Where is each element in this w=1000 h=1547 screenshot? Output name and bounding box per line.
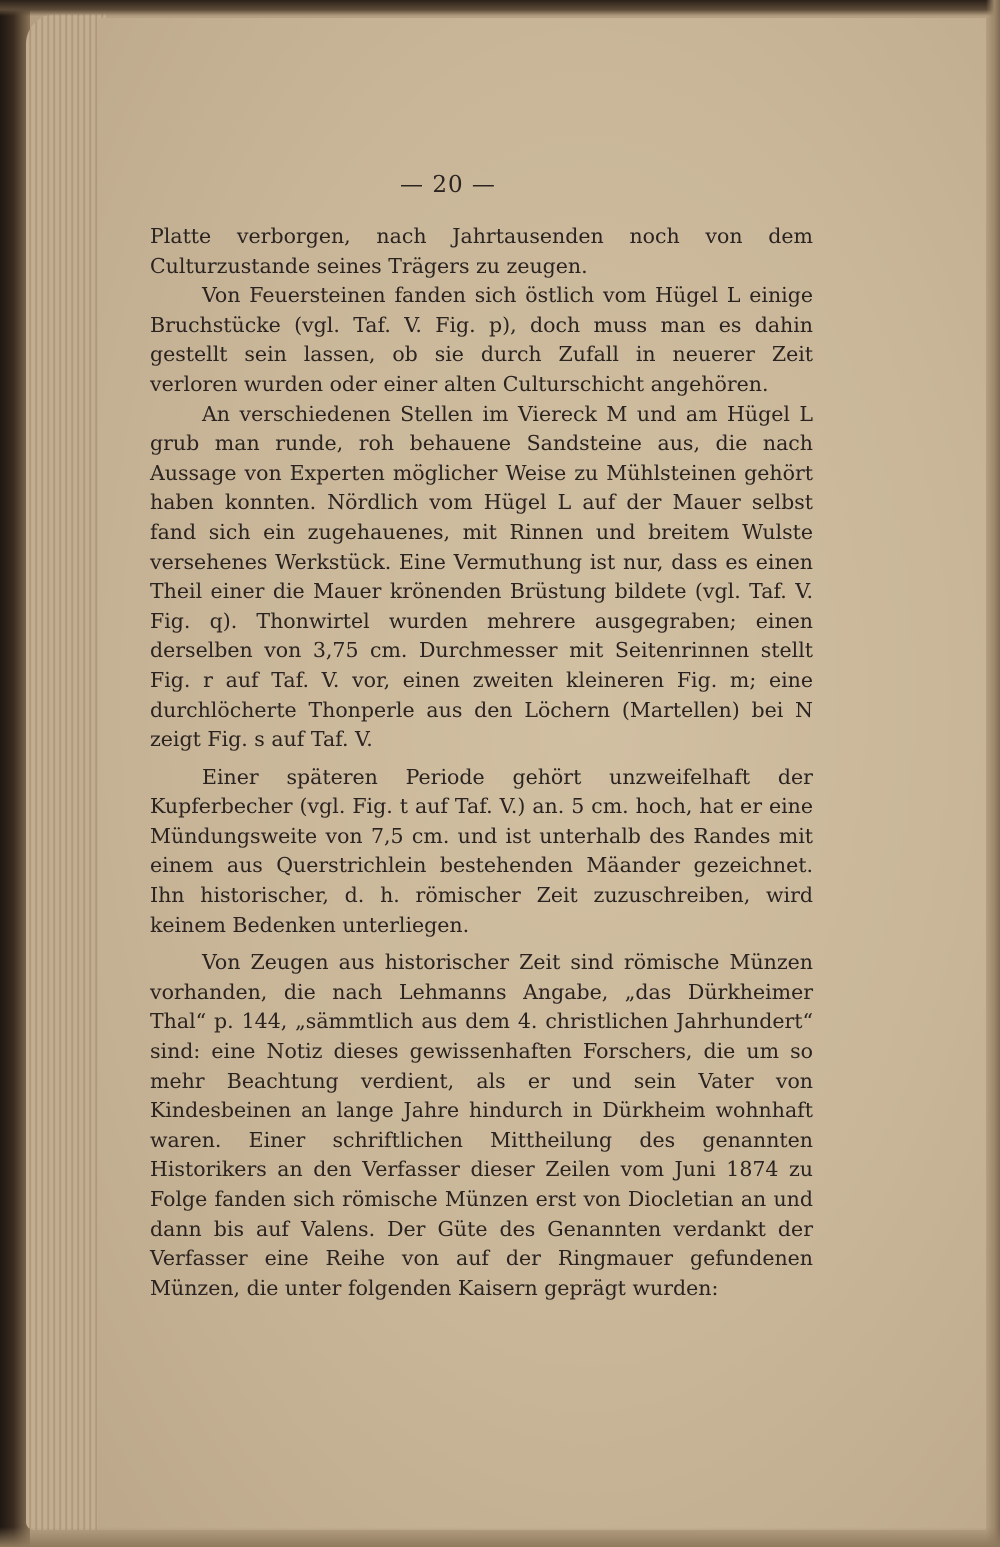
paragraph-2: Von Feuersteinen fanden sich östlich vom Hügel L einige Bruchstücke (vgl. Taf. V. Fig. p), doch muss man es dahin gestellt sein lassen, ob sie durch Zufall in neuerer Zeit verloren wurden oder einer alten Culturschicht angehören. <box>150 283 813 396</box>
paragraph-3: An verschiedenen Stellen im Viereck M und am Hügel L grub man runde, roh behauene Sandsteine aus, die nach Aussage von Experten möglicher Weise zu Mühlsteinen gehört haben konnten. Nördlich vom Hügel L auf der Mauer selbst fand sich ein zugehauenes, mit Rinnen und breitem Wulste versehenes Werkstück. Eine Vermuthung ist nur, dass es einen Theil einer die Mauer krönenden Brüstung bildete (vgl. Taf. V. Fig. q). Thonwirtel wurden mehrere ausgegraben; einen derselben von 3,75 cm. Durchmesser mit Seitenrinnen stellt Fig. r auf Taf. V. vor, einen zweiten kleineren Fig. m; eine durchlöcherte Thonperle aus den Löchern (Martellen) bei N zeigt Fig. s auf Taf. V. <box>150 401 813 752</box>
page-edges <box>26 14 106 1530</box>
paragraph-5: Von Zeugen aus historischer Zeit sind römische Münzen vorhanden, die nach Lehmanns Angabe, „das Dürkheimer Thal“ p. 144, „sämmtlich aus dem 4. christlichen Jahrhundert“ sind: eine Notiz dieses gewissenhaften Forschers, die um so mehr Beachtung verdient, als er und sein Vater von Kindesbeinen an lange Jahre hindurch in Dürkheim wohnhaft waren. Einer schriftlichen Mittheilung des genannten Historikers an den Verfasser dieser Zeilen vom Juni 1874 zu Folge fanden sich römische Münzen erst von Diocletian an und dann bis auf Valens. Der Güte des Genannten verdankt der Verfasser eine Reihe von auf der Ringmauer gefundenen Münzen, die unter folgenden Kaisern geprägt wurden: <box>150 950 813 1300</box>
top-shadow <box>0 0 1000 16</box>
paragraph-4: Einer späteren Periode gehört unzweifelhaft der Kupferbecher (vgl. Fig. t auf Taf. V.) an. 5 cm. hoch, hat er eine Mündungsweite von 7,5 cm. und ist unterhalb des Randes mit einem aus Querstrichlein bestehenden Mäander gezeichnet. Ihn historischer, d. h. römischer Zeit zuzuschreiben, wird keinem Bedenken unterliegen. <box>150 764 813 937</box>
body-text <box>150 222 813 1303</box>
bottom-page-edge <box>0 1527 1000 1547</box>
page-number: — 20 — <box>400 172 496 198</box>
paragraph-1: Platte verborgen, nach Jahrtausenden noch von dem Culturzustande seines Trägers zu zeugen. <box>150 224 813 278</box>
right-page-edge <box>986 0 1000 1547</box>
